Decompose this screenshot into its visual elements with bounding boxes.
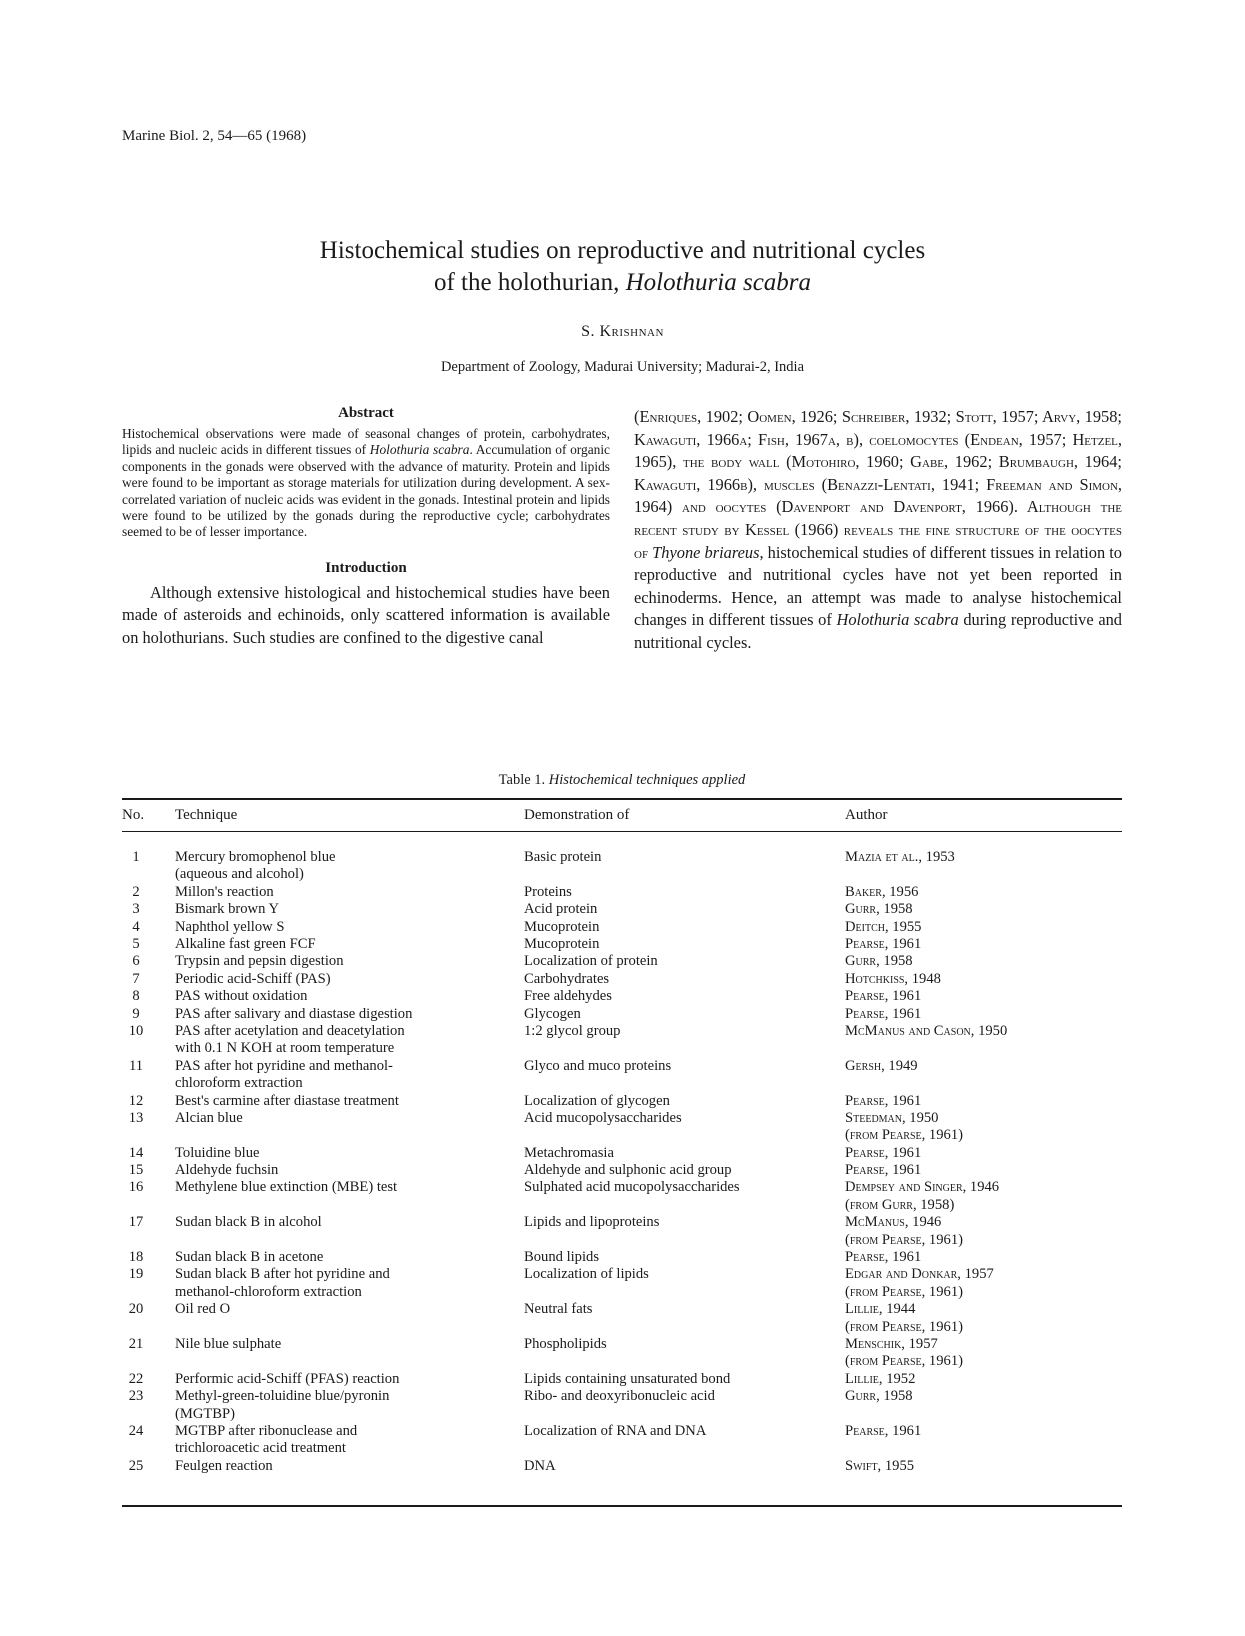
- row-author: Pearse, 1961: [845, 1249, 922, 1266]
- row-number: 21: [128, 1336, 144, 1353]
- row-author: Gurr, 1958: [845, 901, 913, 918]
- row-number: 14: [128, 1144, 144, 1161]
- table-caption-prefix: Table 1.: [498, 772, 549, 788]
- header-author: Author: [845, 807, 888, 823]
- row-number: 4: [132, 918, 140, 935]
- right-column-text: [634, 406, 1122, 655]
- right-species-1: Thyone briareus: [652, 542, 760, 562]
- table-row: [122, 1249, 1122, 1266]
- row-author: Pearse, 1961: [845, 1092, 922, 1109]
- row-technique: Sudan black B in acetone: [175, 1249, 324, 1266]
- row-number: 5: [132, 935, 140, 952]
- row-author: Mazia et al., 1953: [845, 849, 955, 865]
- row-demonstration: Glyco and muco proteins: [524, 1057, 672, 1074]
- row-technique: Alkaline fast green FCF: [175, 935, 316, 952]
- header-technique: Technique: [175, 807, 238, 823]
- table-row: [122, 849, 1122, 884]
- journal-reference: Marine Biol. 2, 54—65 (1968): [122, 128, 307, 144]
- abstract-text: [122, 426, 610, 541]
- row-demonstration: Ribo- and deoxyribonucleic acid: [524, 1388, 715, 1405]
- row-number: 19: [128, 1266, 144, 1283]
- table-row: [122, 1388, 1122, 1423]
- table-row: [122, 1058, 1122, 1093]
- row-demonstration: Acid mucopolysaccharides: [524, 1109, 682, 1126]
- row-demonstration: Localization of RNA and DNA: [524, 1423, 707, 1440]
- row-number: 17: [128, 1214, 144, 1231]
- row-technique: Bismark brown Y: [175, 901, 280, 918]
- abstract-species: Holothuria scabra: [369, 442, 470, 458]
- table-row: [122, 953, 1122, 970]
- right-column: [634, 406, 1122, 655]
- row-technique: Mercury bromophenol blue (aqueous and alcohol): [175, 849, 336, 883]
- introduction-text: Although extensive histological and histochemical studies have been made of asteroids and echinoids, only scattered information is available on holothurians. Such studies are confined to the digestive canal: [122, 582, 610, 648]
- row-author: Menschik, 1957 (from Pearse, 1961): [845, 1336, 963, 1370]
- row-author: Edgar and Donkar, 1957 (from Pearse, 1961): [845, 1266, 994, 1300]
- row-number: 22: [128, 1370, 144, 1387]
- table-row: [122, 1110, 1122, 1145]
- row-author: Swift, 1955: [845, 1457, 915, 1474]
- row-author: McManus, 1946 (from Pearse, 1961): [845, 1214, 963, 1248]
- table-row: [122, 1023, 1122, 1058]
- table-row: [122, 1214, 1122, 1249]
- abstract-text-part2: . Accumulation of organic components in the gonads were observed with the advance of maturity. Protein and lipids were found to be important as storage materials for utilization during development. A sex-correlated variation of nucleic acids was evident in the gonads. Intestinal protein and lipids were found to be utilized by the gonads during the reproductive cycle; carbohydrates seemed to be of lesser importance.: [122, 442, 611, 540]
- row-number: 24: [128, 1423, 144, 1440]
- table-bottom-rule: [122, 1505, 1122, 1507]
- row-author: Gurr, 1958: [845, 1388, 913, 1405]
- table-row: [122, 884, 1122, 901]
- row-author: Lillie, 1952: [845, 1370, 916, 1387]
- row-technique: Best's carmine after diastase treatment: [175, 1092, 399, 1109]
- right-text-part2: , histochemical studies of different tissues in relation to reproductive and nutritional cycles have not yet been reported in echinoderms. Hence, an attempt was made to analyse histochemical changes in different tissues of: [634, 542, 1122, 630]
- table-row: [122, 1162, 1122, 1179]
- row-demonstration: Lipids containing unsaturated bond: [524, 1370, 731, 1387]
- row-author: Steedman, 1950 (from Pearse, 1961): [845, 1109, 963, 1144]
- row-demonstration: Localization of lipids: [524, 1266, 649, 1283]
- abstract-heading: Abstract: [338, 405, 394, 421]
- row-number: 12: [128, 1092, 144, 1109]
- row-technique: PAS after hot pyridine and methanol- chloroform extraction: [175, 1057, 393, 1092]
- article-title: [150, 235, 1095, 299]
- row-demonstration: Sulphated acid mucopolysaccharides: [524, 1179, 740, 1196]
- row-demonstration: Basic protein: [524, 849, 602, 865]
- row-author: McManus and Cason, 1950: [845, 1022, 1008, 1039]
- table-row: [122, 1458, 1122, 1475]
- row-demonstration: Bound lipids: [524, 1249, 600, 1266]
- table-row: [122, 901, 1122, 918]
- row-technique: PAS after salivary and diastase digestion: [175, 1005, 413, 1022]
- row-number: 16: [128, 1179, 144, 1196]
- row-demonstration: Localization of glycogen: [524, 1092, 670, 1109]
- title-line-2-prefix: of the holothurian,: [433, 269, 626, 296]
- row-demonstration: Phospholipids: [524, 1336, 607, 1353]
- row-demonstration: DNA: [524, 1457, 556, 1474]
- row-demonstration: Mucoprotein: [524, 935, 600, 952]
- row-number: 9: [132, 1005, 140, 1022]
- row-technique: Methyl-green-toluidine blue/pyronin (MGTBP): [175, 1388, 390, 1422]
- row-author: Hotchkiss, 1948: [845, 970, 941, 987]
- row-technique: MGTBP after ribonuclease and trichloroacetic acid treatment: [175, 1423, 358, 1457]
- left-column: [122, 405, 610, 650]
- row-number: 23: [128, 1388, 144, 1405]
- author-name: S. Krishnan: [581, 323, 664, 340]
- row-author: Pearse, 1961: [845, 988, 922, 1005]
- row-technique: PAS without oxidation: [175, 988, 308, 1005]
- row-author: Pearse, 1961: [845, 1162, 922, 1179]
- row-number: 25: [128, 1457, 144, 1474]
- row-technique: Periodic acid-Schiff (PAS): [175, 970, 331, 987]
- row-technique: Nile blue sulphate: [175, 1336, 282, 1353]
- header-demonstration: Demonstration of: [524, 807, 630, 823]
- row-demonstration: Lipids and lipoproteins: [524, 1214, 660, 1231]
- row-demonstration: Proteins: [524, 883, 572, 900]
- row-author: Gersh, 1949: [845, 1057, 918, 1074]
- table-row: [122, 1301, 1122, 1336]
- abstract-text-part1: Histochemical observations were made of seasonal changes of protein, carbohydrates, lipids and nucleic acids in different tissues of: [122, 426, 610, 458]
- row-number: 20: [128, 1301, 144, 1318]
- row-technique: Naphthol yellow S: [175, 918, 285, 935]
- row-technique: Methylene blue extinction (MBE) test: [175, 1179, 398, 1196]
- row-technique: Toluidine blue: [175, 1144, 260, 1161]
- row-number: 3: [132, 901, 140, 918]
- table-row: [122, 1145, 1122, 1162]
- row-demonstration: Carbohydrates: [524, 970, 610, 987]
- row-technique: Oil red O: [175, 1301, 231, 1318]
- table-row: [122, 1423, 1122, 1458]
- row-demonstration: Free aldehydes: [524, 988, 612, 1005]
- table-row: [122, 971, 1122, 988]
- row-demonstration: Neutral fats: [524, 1301, 593, 1318]
- row-technique: Sudan black B after hot pyridine and methanol-chloroform extraction: [175, 1266, 390, 1300]
- right-text-part1: (Enriques, 1902; Oomen, 1926; Schreiber, 1932; Stott, 1957; Arvy, 1958; Kawaguti, 1966a; Fish, 1967a, b), coelomocytes (Endean, 1957; Hetzel, 1965), the body wall (Motohiro, 1960; Gabe, 1962; Brumbaugh, 1964; Kawaguti, 1966b), muscles (Benazzi-Lentati, 1941; Freeman and Simon, 1964) and oocytes (Davenport and Davenport, 1966). Although the recent study by Kessel (1966) reveals the fine structure of the oocytes of: [634, 407, 1122, 562]
- table-caption-title: Histochemical techniques applied: [548, 772, 746, 788]
- table-row: [122, 1093, 1122, 1110]
- table-caption: [122, 772, 1122, 789]
- row-number: 18: [128, 1249, 144, 1266]
- table-row: [122, 1371, 1122, 1388]
- row-technique: Feulgen reaction: [175, 1457, 273, 1474]
- row-number: 2: [132, 883, 140, 900]
- row-author: Deitch, 1955: [845, 918, 922, 935]
- table-body: [122, 849, 1122, 1475]
- row-technique: Sudan black B in alcohol: [175, 1214, 322, 1231]
- table-row: [122, 1336, 1122, 1371]
- row-demonstration: Acid protein: [524, 901, 598, 918]
- row-number: 1: [132, 849, 140, 865]
- table-top-rule: [122, 798, 1122, 800]
- title-species: Holothuria scabra: [625, 269, 812, 296]
- row-demonstration: Localization of protein: [524, 953, 658, 970]
- row-number: 15: [128, 1162, 144, 1179]
- row-author: Lillie, 1944 (from Pearse, 1961): [845, 1301, 963, 1335]
- table-row: [122, 1006, 1122, 1023]
- row-technique: Aldehyde fuchsin: [175, 1162, 279, 1179]
- row-demonstration: Mucoprotein: [524, 918, 600, 935]
- row-author: Pearse, 1961: [845, 1005, 922, 1022]
- row-technique: PAS after acetylation and deacetylation with 0.1 N KOH at room temperature: [175, 1022, 405, 1057]
- row-number: 8: [132, 988, 140, 1005]
- row-number: 7: [132, 970, 140, 987]
- table-row: [122, 1266, 1122, 1301]
- table-row: [122, 988, 1122, 1005]
- table-row: [122, 936, 1122, 953]
- table-row: [122, 1179, 1122, 1214]
- table-header-rule: [122, 831, 1122, 832]
- title-line-2: [150, 267, 1095, 299]
- row-technique: Performic acid-Schiff (PFAS) reaction: [175, 1370, 400, 1387]
- row-demonstration: 1:2 glycol group: [524, 1022, 621, 1039]
- row-number: 6: [132, 953, 140, 970]
- row-author: Pearse, 1961: [845, 1423, 922, 1440]
- right-text-part3: during reproductive and nutritional cycles.: [634, 610, 1123, 652]
- row-technique: Trypsin and pepsin digestion: [175, 953, 344, 970]
- row-demonstration: Metachromasia: [524, 1144, 614, 1161]
- row-author: Pearse, 1961: [845, 1144, 922, 1161]
- author-affiliation: Department of Zoology, Madurai University; Madurai-2, India: [440, 359, 805, 375]
- table-row: [122, 919, 1122, 936]
- right-species-2: Holothuria scabra: [836, 610, 959, 630]
- row-technique: Alcian blue: [175, 1109, 243, 1126]
- row-author: Baker, 1956: [845, 883, 919, 900]
- row-author: Gurr, 1958: [845, 953, 913, 970]
- introduction-heading: Introduction: [325, 559, 407, 576]
- row-demonstration: Glycogen: [524, 1005, 581, 1022]
- row-technique: Millon's reaction: [175, 883, 274, 900]
- row-number: 10: [128, 1022, 144, 1039]
- row-number: 13: [128, 1109, 144, 1126]
- header-no: No.: [122, 807, 145, 823]
- row-author: Pearse, 1961: [845, 935, 922, 952]
- title-line-1: Histochemical studies on reproductive and nutritional cycles: [319, 237, 926, 264]
- row-demonstration: Aldehyde and sulphonic acid group: [524, 1162, 732, 1179]
- row-author: Dempsey and Singer, 1946 (from Gurr, 1958): [845, 1179, 1000, 1213]
- row-number: 11: [128, 1057, 144, 1074]
